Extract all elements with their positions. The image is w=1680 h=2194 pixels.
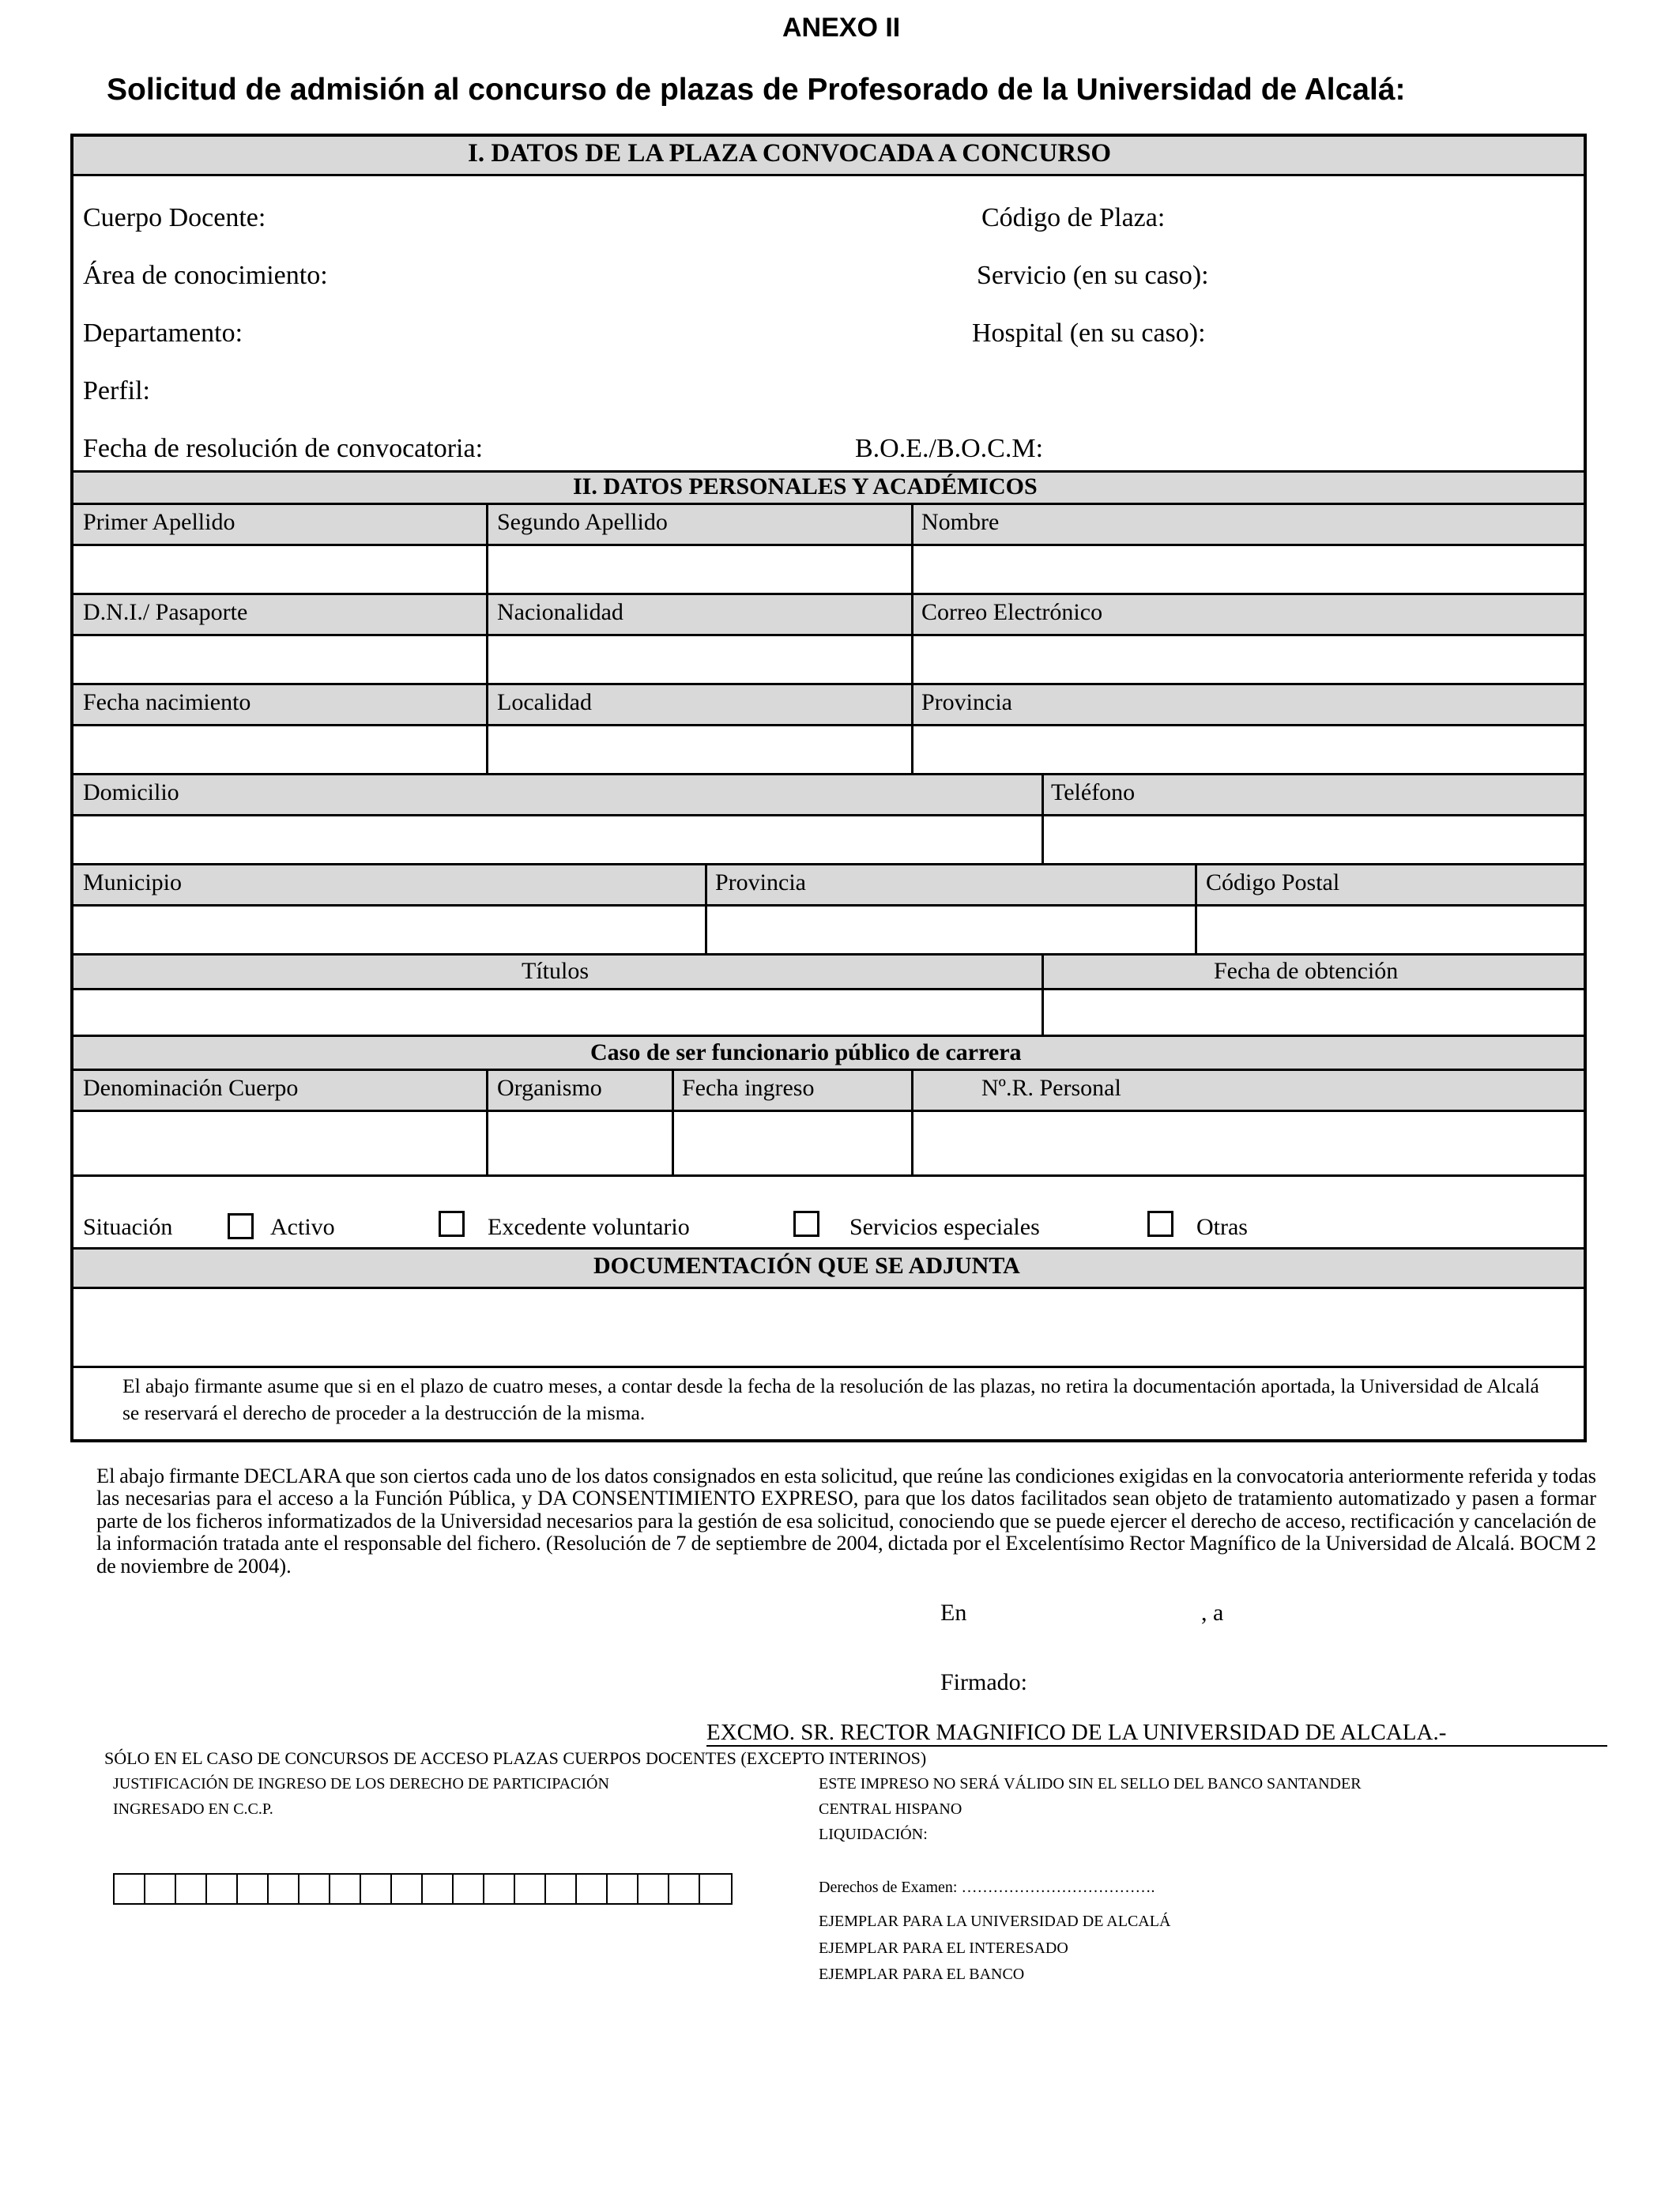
digit-box[interactable]	[454, 1875, 484, 1903]
hline	[70, 1174, 1587, 1177]
organismo-label: Organismo	[497, 1075, 602, 1101]
digit-box[interactable]	[330, 1875, 361, 1903]
ejemplar-interesado: EJEMPLAR PARA EL INTERESADO	[819, 1940, 1068, 1957]
digit-box[interactable]	[176, 1875, 207, 1903]
documentacion-note: El abajo firmante asume que si en el plazo de cuatro meses, a contar desde la fecha de la resolución de las plazas, no retira la documentación aportada, la Universidad de Alcalá se reservará el derecho de proceder a la destrucción de la misma.	[122, 1374, 1539, 1424]
digit-box[interactable]	[546, 1875, 577, 1903]
section2-title: II. DATOS PERSONALES Y ACADÉMICOS	[573, 473, 1038, 499]
section1-title: I. DATOS DE LA PLAZA CONVOCADA A CONCURSO	[468, 139, 1112, 168]
digit-box[interactable]	[700, 1875, 731, 1903]
activo-checkbox[interactable]	[228, 1213, 254, 1239]
rector-underline	[706, 1745, 1607, 1747]
annex-title: ANEXO II	[782, 13, 901, 43]
digit-box[interactable]	[577, 1875, 608, 1903]
documentacion-field[interactable]	[73, 1289, 1584, 1366]
fecha-nacimiento-field[interactable]	[73, 726, 486, 773]
segundo-apellido-label: Segundo Apellido	[497, 509, 668, 535]
row2-label-band	[73, 594, 1584, 635]
fecha-resolucion-label: Fecha de resolución de convocatoria:	[83, 434, 484, 463]
signature-en: En	[940, 1600, 967, 1626]
servicios-especiales-label: Servicios especiales	[849, 1214, 1040, 1240]
digit-box[interactable]	[145, 1875, 176, 1903]
ejemplar-banco: EJEMPLAR PARA EL BANCO	[819, 1966, 1025, 1983]
funcionario-label-band	[73, 1070, 1584, 1111]
hline	[70, 1247, 1587, 1250]
signature-firmado: Firmado:	[940, 1669, 1027, 1695]
footer-heading: SÓLO EN EL CASO DE CONCURSOS DE ACCESO PLAZAS CUERPOS DOCENTES (EXCEPTO INTERINOS)	[104, 1748, 927, 1768]
hline	[70, 953, 1587, 956]
digit-box[interactable]	[207, 1875, 238, 1903]
cuerpo-docente-label: Cuerpo Docente:	[83, 203, 266, 232]
fecha-nacimiento-label: Fecha nacimiento	[83, 689, 251, 715]
row1-label-band	[73, 504, 1584, 545]
outer-border-right	[1584, 134, 1587, 1442]
codigo-postal-label: Código Postal	[1206, 869, 1340, 895]
otras-checkbox[interactable]	[1147, 1211, 1173, 1237]
boe-label: B.O.E./B.O.C.M:	[855, 434, 1044, 463]
fecha-ingreso-label: Fecha ingreso	[682, 1075, 815, 1101]
nacionalidad-label: Nacionalidad	[497, 599, 623, 625]
correo-label: Correo Electrónico	[921, 599, 1103, 625]
situacion-label: Situación	[83, 1214, 173, 1240]
digit-box[interactable]	[299, 1875, 330, 1903]
activo-label: Activo	[270, 1214, 335, 1240]
organismo-field[interactable]	[488, 1112, 672, 1174]
digit-box[interactable]	[638, 1875, 669, 1903]
departamento-label: Departamento:	[83, 319, 243, 348]
servicios-especiales-checkbox[interactable]	[793, 1211, 819, 1237]
row3-label-band	[73, 684, 1584, 726]
municipio-field[interactable]	[73, 907, 705, 953]
hline	[70, 773, 1587, 775]
hline	[70, 470, 1587, 473]
excedente-voluntario-checkbox[interactable]	[439, 1211, 465, 1237]
ejemplar-universidad: EJEMPLAR PARA LA UNIVERSIDAD DE ALCALÁ	[819, 1913, 1171, 1930]
hline	[70, 863, 1587, 865]
fecha-obtencion-field[interactable]	[1044, 990, 1584, 1035]
provincia2-label: Provincia	[715, 869, 806, 895]
nrp-field[interactable]	[913, 1112, 1584, 1174]
fecha-ingreso-field[interactable]	[674, 1112, 911, 1174]
localidad-field[interactable]	[488, 726, 911, 773]
hline	[70, 1035, 1587, 1037]
hline	[70, 593, 1587, 595]
excedente-voluntario-label: Excedente voluntario	[488, 1214, 690, 1240]
correo-field[interactable]	[913, 636, 1584, 683]
hline	[70, 503, 1587, 505]
row4-label-band	[73, 775, 1584, 816]
nombre-label: Nombre	[921, 509, 1000, 535]
declaration-text: El abajo firmante DECLARA que son ciertos cada uno de los datos consignados en esta solicitud, que reúne las condiciones exigidas en la convocatoria anteriormente referida y todas las necesarias para el acceso a la Función Pública, y DA CONSENTIMIENTO EXPRESO, para que los datos facilitados sean objeto de tratamiento automatizado y pasen a formar parte de los ficheros informatizados de la Universidad necesarios para la gestión de esa solicitud, conociendo que se puede ejercer el derecho de acceso, rectificación y cancelación de la información tratada ante el responsable del fichero. (Resolución de 7 de septiembre de 2004, dictada por el Excelentísimo Rector Magnífico de la Universidad de Alcalá. BOCM 2 de noviembre de 2004).	[96, 1465, 1596, 1578]
provincia-field[interactable]	[913, 726, 1584, 773]
area-label: Área de conocimiento:	[83, 261, 328, 290]
telefono-field[interactable]	[1044, 816, 1584, 863]
primer-apellido-field[interactable]	[73, 546, 486, 593]
documentacion-title: DOCUMENTACIÓN QUE SE ADJUNTA	[593, 1253, 1020, 1279]
justificacion-line1: JUSTIFICACIÓN DE INGRESO DE LOS DERECHO DE PARTICIPACIÓN	[113, 1775, 609, 1793]
row5-label-band	[73, 865, 1584, 906]
digit-box[interactable]	[269, 1875, 299, 1903]
localidad-label: Localidad	[497, 689, 592, 715]
perfil-label: Perfil:	[83, 376, 150, 405]
justificacion-line2: INGRESADO EN C.C.P.	[113, 1800, 273, 1818]
digit-box[interactable]	[392, 1875, 423, 1903]
provincia2-field[interactable]	[707, 907, 1195, 953]
dni-label: D.N.I./ Pasaporte	[83, 599, 248, 625]
denominacion-label: Denominación Cuerpo	[83, 1075, 299, 1101]
rector-address: EXCMO. SR. RECTOR MAGNIFICO DE LA UNIVERSIDAD DE ALCALA.-	[706, 1720, 1447, 1745]
titulos-label: Títulos	[522, 958, 590, 984]
ccp-digit-boxes[interactable]	[113, 1873, 733, 1905]
servicio-label: Servicio (en su caso):	[977, 261, 1209, 290]
impreso-line1: ESTE IMPRESO NO SERÁ VÁLIDO SIN EL SELLO DEL BANCO SANTANDER	[819, 1775, 1362, 1793]
otras-label: Otras	[1196, 1214, 1248, 1240]
provincia-label: Provincia	[921, 689, 1012, 715]
liquidacion-label: LIQUIDACIÓN:	[819, 1826, 928, 1843]
digit-box[interactable]	[423, 1875, 454, 1903]
form-title: Solicitud de admisión al concurso de plazas de Profesorado de la Universidad de Alcalá:	[107, 73, 1406, 107]
digit-box[interactable]	[515, 1875, 546, 1903]
primer-apellido-label: Primer Apellido	[83, 509, 235, 535]
funcionario-title: Caso de ser funcionario público de carrera	[590, 1039, 1022, 1065]
hline	[70, 1366, 1587, 1368]
derechos-examen: Derechos de Examen: ……………………………….	[819, 1879, 1155, 1896]
nacionalidad-field[interactable]	[488, 636, 911, 683]
hospital-label: Hospital (en su caso):	[972, 319, 1206, 348]
digit-box[interactable]	[238, 1875, 269, 1903]
digit-box[interactable]	[669, 1875, 700, 1903]
hline	[70, 1069, 1587, 1071]
outer-border-left	[70, 134, 73, 1442]
impreso-line2: CENTRAL HISPANO	[819, 1800, 962, 1818]
hline	[70, 174, 1587, 176]
signature-a: , a	[1201, 1600, 1224, 1626]
codigo-postal-field[interactable]	[1197, 907, 1584, 953]
dni-field[interactable]	[73, 636, 486, 683]
nrp-label: Nº.R. Personal	[981, 1075, 1121, 1101]
hline	[70, 683, 1587, 685]
municipio-label: Municipio	[83, 869, 182, 895]
telefono-label: Teléfono	[1051, 779, 1136, 805]
denominacion-field[interactable]	[73, 1112, 486, 1174]
digit-box[interactable]	[484, 1875, 515, 1903]
digit-box[interactable]	[115, 1875, 145, 1903]
domicilio-label: Domicilio	[83, 779, 179, 805]
digit-box[interactable]	[608, 1875, 638, 1903]
outer-border-top	[70, 134, 1587, 137]
outer-border-bottom	[70, 1439, 1587, 1442]
domicilio-field[interactable]	[73, 816, 1042, 863]
digit-box[interactable]	[361, 1875, 392, 1903]
segundo-apellido-field[interactable]	[488, 546, 911, 593]
nombre-field[interactable]	[913, 546, 1584, 593]
codigo-plaza-label: Código de Plaza:	[981, 203, 1166, 232]
fecha-obtencion-label: Fecha de obtención	[1214, 958, 1399, 984]
titulos-field[interactable]	[73, 990, 1042, 1035]
